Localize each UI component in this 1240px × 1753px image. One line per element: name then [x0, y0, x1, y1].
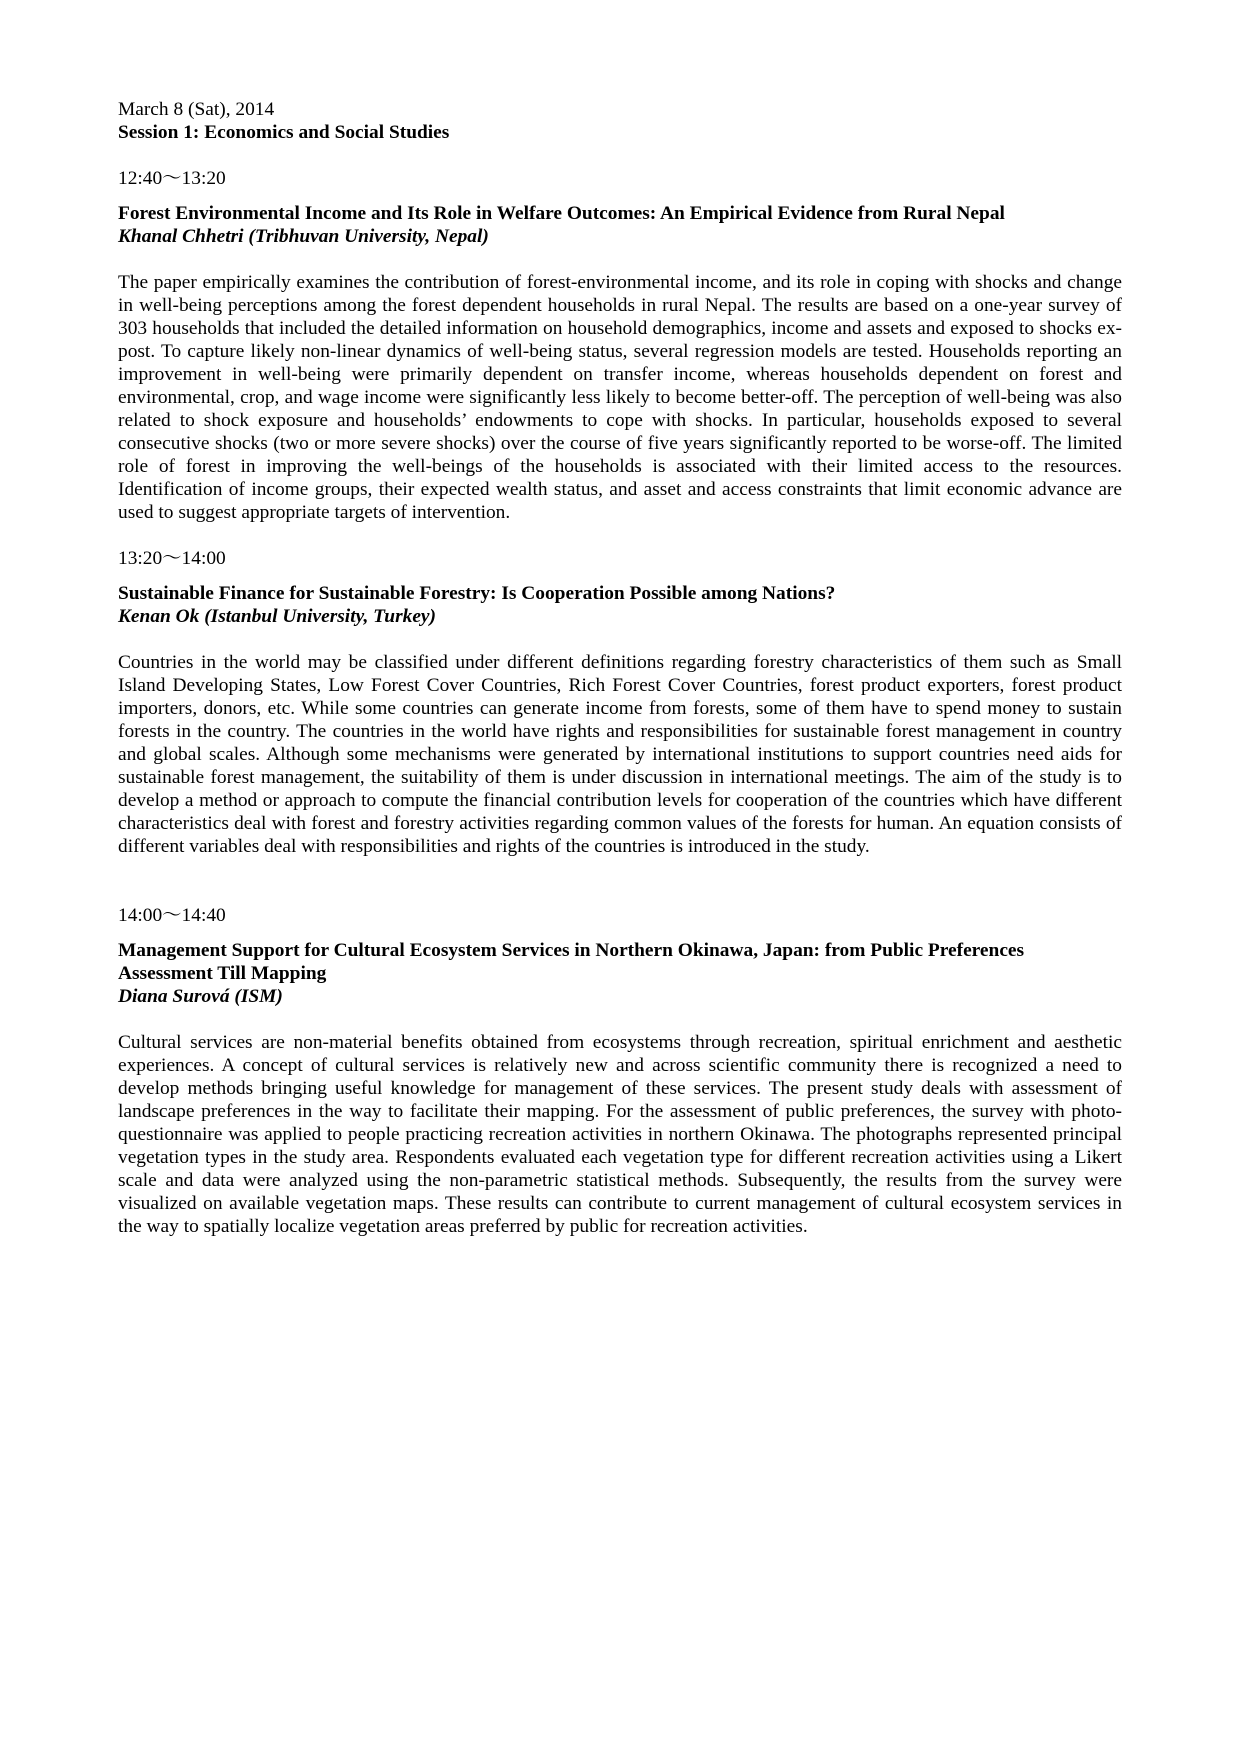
- talk-abstract: Countries in the world may be classified under different definitions regarding forestry characteristics of them such as Small Island Developing States, Low Forest Cover Countries, Rich Forest Cover Countries, forest product exporters, forest product importers, donors, etc. While some countries can generate income from forests, some of them have to spend money to sustain forests in the country. The countries in the world have rights and responsibilities for sustainable forest management in country and global scales. Although some mechanisms were generated by international institutions to support countries need aids for sustainable forest management, the suitability of them is under discussion in international meetings. The aim of the study is to develop a method or approach to compute the financial contribution levels for cooperation of the countries which have different characteristics deal with forest and forestry activities regarding common values of the forests for human. An equation consists of different variables deal with responsibilities and rights of the countries is introduced in the study.: [118, 652, 1122, 857]
- talk-title: Management Support for Cultural Ecosystem Services in Northern Okinawa, Japan: from Public Preferences Assessment Till Mapping: [118, 940, 1025, 984]
- talk-2: [118, 547, 1122, 858]
- talk-title: Sustainable Finance for Sustainable Forestry: Is Cooperation Possible among Nations?: [118, 583, 836, 604]
- talk-3: [118, 904, 1122, 1238]
- talk-author: Kenan Ok (Istanbul University, Turkey): [118, 606, 436, 627]
- talk-1: [118, 167, 1122, 524]
- talk-time: 13:20〜14:00: [118, 548, 226, 569]
- session-title: Session 1: Economics and Social Studies: [118, 122, 450, 143]
- talk-abstract: Cultural services are non-material benefits obtained from ecosystems through recreation, spiritual enrichment and aesthetic experiences. A concept of cultural services is relatively new and across scientific community there is recognized a need to develop methods bringing useful knowledge for management of these services. The present study deals with assessment of landscape preferences in the way to facilitate their mapping. For the assessment of public preferences, the survey with photo-questionnaire was applied to people practicing recreation activities in northern Okinawa. The photographs represented principal vegetation types in the study area. Respondents evaluated each vegetation type for different recreation activities using a Likert scale and data were analyzed using the non-parametric statistical methods. Subsequently, the results from the survey were visualized on available vegetation maps. These results can contribute to current management of cultural ecosystem services in the way to spatially localize vegetation areas preferred by public for recreation activities.: [118, 1032, 1122, 1237]
- session-date: March 8 (Sat), 2014: [118, 99, 275, 120]
- talk-abstract: The paper empirically examines the contribution of forest-environmental income, and its role in coping with shocks and change in well-being perceptions among the forest dependent households in rural Nepal. The results are based on a one-year survey of 303 households that included the detailed information on household demographics, income and assets and exposed to shocks ex-post. To capture likely non-linear dynamics of well-being status, several regression models are tested. Households reporting an improvement in well-being were primarily dependent on transfer income, whereas households dependent on forest and environmental, crop, and wage income were significantly less likely to become better-off. The perception of well-being was also related to shock exposure and households’ endowments to cope with shocks. In particular, households exposed to several consecutive shocks (two or more severe shocks) over the course of five years significantly reported to be worse-off. The limited role of forest in improving the well-beings of the households is associated with their limited access to the resources. Identification of income groups, their expected wealth status, and asset and access constraints that limit economic advance are used to suggest appropriate targets of intervention.: [118, 272, 1122, 523]
- program-page: [118, 98, 1122, 1238]
- talk-author: Diana Surová (ISM): [118, 986, 283, 1007]
- talk-time: 14:00〜14:40: [118, 905, 226, 926]
- talk-title: Forest Environmental Income and Its Role in Welfare Outcomes: An Empirical Evidence from Rural Nepal: [118, 203, 1005, 224]
- talk-time: 12:40〜13:20: [118, 168, 226, 189]
- talk-author: Khanal Chhetri (Tribhuvan University, Nepal): [118, 226, 489, 247]
